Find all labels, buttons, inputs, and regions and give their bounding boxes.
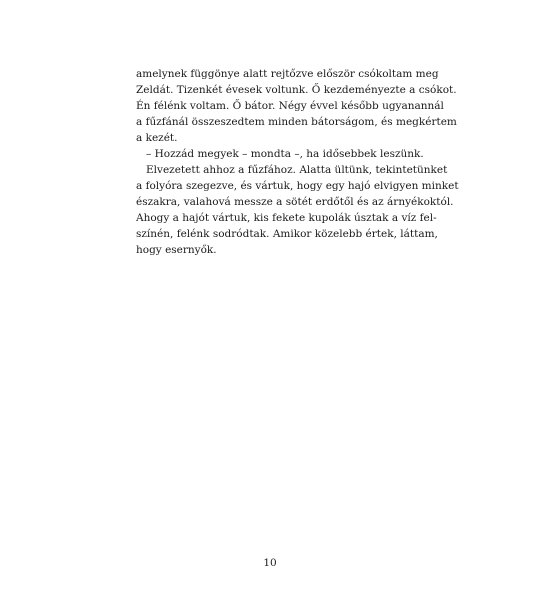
text-line: hogy esernyők. — [136, 244, 217, 256]
text-line: a kezét. — [136, 132, 178, 144]
dialogue-line: – Hozzád megyek – mondta –, ha idősebbek leszünk. — [146, 148, 424, 160]
text-line: a folyóra szegezve, és vártuk, hogy egy hajó elvigyen minket — [136, 180, 459, 192]
text-line: amelynek függönye alatt rejtőzve először csókoltam meg — [136, 68, 439, 80]
page-number: 10 — [263, 557, 277, 569]
text-line: északra, valahová messze a sötét erdőtől és az árnyékoktól. — [136, 196, 454, 208]
text-line: a fűzfánál összeszedtem minden bátorságom, és megkértem — [136, 116, 457, 128]
text-line: színén, felénk sodródtak. Amikor közelebb értek, láttam, — [136, 228, 438, 240]
body-text — [136, 66, 459, 258]
text-line: Ahogy a hajót vártuk, kis fekete kupolák úsztak a víz fel- — [136, 212, 437, 224]
text-line: Zeldát. Tizenkét évesek voltunk. Ő kezdeményezte a csókot. — [136, 84, 457, 96]
text-line: Én félénk voltam. Ő bátor. Négy évvel később ugyanannál — [136, 100, 444, 112]
text-line: Elvezetett ahhoz a fűzfához. Alatta ültünk, tekintetünket — [146, 164, 448, 176]
